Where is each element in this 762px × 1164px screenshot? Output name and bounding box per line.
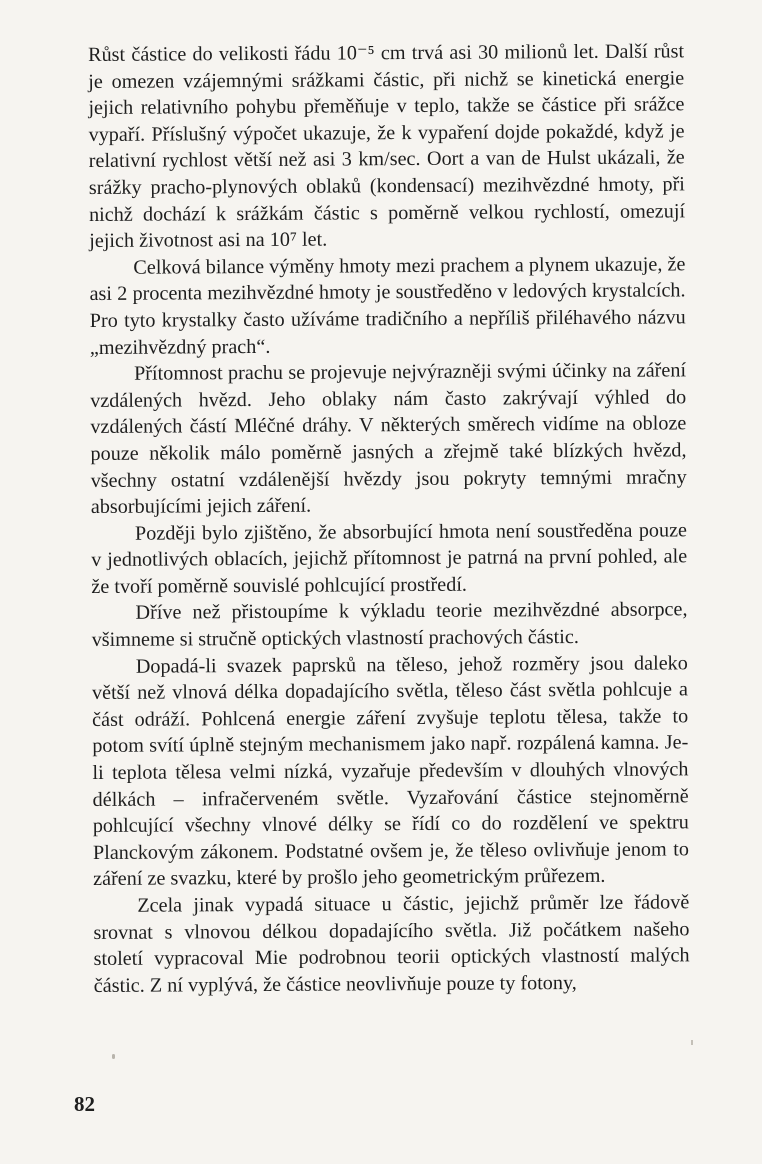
- page-number: 82: [74, 1092, 95, 1116]
- paragraph-optical-intro: Dříve než přistoupíme k výkladu teorie mezihvězdné absorpce, všimneme si stručně optických vlastností prachových částic.: [91, 598, 688, 652]
- paper-speck: [691, 1040, 693, 1045]
- body-text: [88, 38, 690, 999]
- paper-speck: [112, 1054, 115, 1059]
- paragraph-mass-balance: Celková bilance výměny hmoty mezi prachem a plynem ukazuje, že asi 2 procenta mezihvězdné hmoty je soustředěno v ledových krystalcích. Pro tyto krystalky často užíváme tradičního a nepříliš přiléhavého názvu „mezihvězdný prach“.: [89, 253, 686, 359]
- paragraph-absorbing-medium: Později bylo zjištěno, že absorbující hmota není soustředěna pouze v jednotlivých oblacích, jejichž přítomnost je patrná na první pohled, ale že tvoří poměrně souvislé pohlcující prostředí.: [91, 519, 688, 598]
- paragraph-large-bodies: Dopadá-li svazek paprsků na těleso, jehož rozměry jsou daleko větší než vlnová délka dopadajícího světla, těleso část světla pohlcuje a část odráží. Pohlcená energie záření zvyšuje teplotu tělesa, takže to potom svítí úplně stejným mechanismem jako např. rozpálená kamna. Je-li teplota tělesa velmi nízká, vyzařuje především v dlouhých vlnových délkách – infračerveném světle. Vyzařování částice stejnoměrně pohlcující všechny vlnové délky se řídí co do rozdělení ve spektru Planckovým zákonem. Podstatné ovšem je, že těleso ovlivňuje jenom to záření ze svazku, které by prošlo jeho geometrickým průřezem.: [91, 652, 690, 891]
- paragraph-small-particles: Zcela jinak vypadá situace u částic, jejichž průměr lze řádově srovnat s vlnovou délkou dopadajícího světla. Již počátkem našeho století vypracoval Mie podrobnou teorii optických vlastností malých částic. Z ní vyplývá, že částice neovlivňuje pouze ty fotony,: [93, 891, 690, 997]
- paragraph-dust-effects: Přítomnost prachu se projevuje nejvýrazněji svými účinky na záření vzdálených hvězd. Jeho oblaky nám často zakrývají výhled do vzdálených částí Mléčné dráhy. V některých směrech vidíme na obloze pouze několik málo poměrně jasných a zřejmě také blízkých hvězd, všechny ostatní vzdálenější hvězdy jsou pokryty temnými mračny absorbujícími jejich záření.: [90, 359, 687, 519]
- paragraph-dust-growth: Růst částice do velikosti řádu 10⁻⁵ cm trvá asi 30 milionů let. Další růst je omezen vzájemnými srážkami částic, při nichž se kinetická energie jejich relativního pohybu přeměňuje v teplo, takže se částice při srážce vypaří. Příslušný výpočet ukazuje, že k vypaření dojde pokaždé, když je relativní rychlost větší než asi 3 km/sec. Oort a van de Hulst ukázali, že srážky pracho-plynových oblaků (kondensací) mezihvězdné hmoty, při nichž dochází k srážkám částic s poměrně velkou rychlostí, omezují jejich životnost asi na 10⁷ let.: [88, 40, 686, 253]
